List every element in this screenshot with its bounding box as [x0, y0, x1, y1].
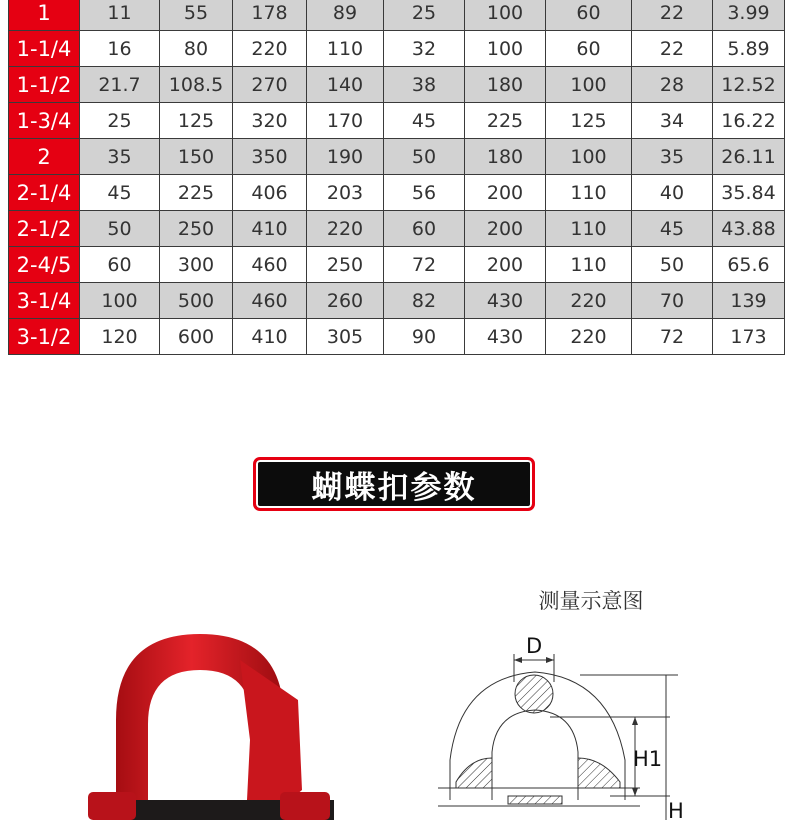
value-cell: 139 — [713, 283, 785, 319]
size-cell: 1-1/4 — [9, 31, 80, 67]
value-cell: 125 — [546, 103, 632, 139]
value-cell: 11 — [80, 0, 160, 31]
value-cell: 220 — [307, 211, 384, 247]
value-cell: 16.22 — [713, 103, 785, 139]
value-cell: 125 — [160, 103, 233, 139]
value-cell: 16 — [80, 31, 160, 67]
value-cell: 600 — [160, 319, 233, 355]
size-cell: 1-1/2 — [9, 67, 80, 103]
value-cell: 200 — [465, 211, 546, 247]
value-cell: 80 — [160, 31, 233, 67]
value-cell: 220 — [233, 31, 307, 67]
value-cell: 45 — [632, 211, 713, 247]
table-row — [9, 139, 785, 175]
value-cell: 170 — [307, 103, 384, 139]
value-cell: 56 — [384, 175, 465, 211]
table-row — [9, 283, 785, 319]
value-cell: 460 — [233, 247, 307, 283]
value-cell: 50 — [632, 247, 713, 283]
value-cell: 34 — [632, 103, 713, 139]
size-cell: 1-3/4 — [9, 103, 80, 139]
value-cell: 28 — [632, 67, 713, 103]
value-cell: 120 — [80, 319, 160, 355]
value-cell: 70 — [632, 283, 713, 319]
value-cell: 55 — [160, 0, 233, 31]
value-cell: 100 — [546, 67, 632, 103]
spec-table — [8, 0, 785, 355]
value-cell: 225 — [465, 103, 546, 139]
value-cell: 110 — [307, 31, 384, 67]
table-row — [9, 175, 785, 211]
value-cell: 260 — [307, 283, 384, 319]
value-cell: 45 — [80, 175, 160, 211]
value-cell: 12.52 — [713, 67, 785, 103]
table-row — [9, 67, 785, 103]
table-row — [9, 103, 785, 139]
value-cell: 100 — [465, 0, 546, 31]
size-cell: 2-4/5 — [9, 247, 80, 283]
diagram-title: 测量示意图 — [538, 589, 644, 613]
value-cell: 22 — [632, 31, 713, 67]
value-cell: 40 — [632, 175, 713, 211]
value-cell: 305 — [307, 319, 384, 355]
table-row — [9, 247, 785, 283]
value-cell: 220 — [546, 283, 632, 319]
value-cell: 82 — [384, 283, 465, 319]
value-cell: 173 — [713, 319, 785, 355]
value-cell: 60 — [80, 247, 160, 283]
value-cell: 25 — [80, 103, 160, 139]
value-cell: 108.5 — [160, 67, 233, 103]
value-cell: 32 — [384, 31, 465, 67]
value-cell: 35 — [632, 139, 713, 175]
dimension-h1-label: H1 — [633, 747, 663, 771]
value-cell: 65.6 — [713, 247, 785, 283]
value-cell: 430 — [465, 319, 546, 355]
value-cell: 26.11 — [713, 139, 785, 175]
value-cell: 250 — [307, 247, 384, 283]
value-cell: 225 — [160, 175, 233, 211]
value-cell: 300 — [160, 247, 233, 283]
value-cell: 500 — [160, 283, 233, 319]
size-cell: 2-1/4 — [9, 175, 80, 211]
value-cell: 220 — [546, 319, 632, 355]
value-cell: 430 — [465, 283, 546, 319]
dimension-h-label: H — [668, 799, 684, 820]
value-cell: 200 — [465, 175, 546, 211]
section-banner-title: 蝴蝶扣参数 — [311, 469, 477, 506]
value-cell: 180 — [465, 67, 546, 103]
value-cell: 50 — [80, 211, 160, 247]
value-cell: 200 — [465, 247, 546, 283]
value-cell: 178 — [233, 0, 307, 31]
value-cell: 100 — [465, 31, 546, 67]
value-cell: 90 — [384, 319, 465, 355]
size-cell: 2-1/2 — [9, 211, 80, 247]
value-cell: 320 — [233, 103, 307, 139]
value-cell: 25 — [384, 0, 465, 31]
value-cell: 190 — [307, 139, 384, 175]
value-cell: 35 — [80, 139, 160, 175]
value-cell: 43.88 — [713, 211, 785, 247]
value-cell: 110 — [546, 247, 632, 283]
table-row — [9, 0, 785, 31]
value-cell: 89 — [307, 0, 384, 31]
size-cell: 3-1/2 — [9, 319, 80, 355]
value-cell: 140 — [307, 67, 384, 103]
value-cell: 72 — [384, 247, 465, 283]
spec-table-body — [9, 0, 785, 355]
value-cell: 410 — [233, 319, 307, 355]
value-cell: 50 — [384, 139, 465, 175]
value-cell: 110 — [546, 175, 632, 211]
table-row — [9, 31, 785, 67]
value-cell: 410 — [233, 211, 307, 247]
value-cell: 60 — [546, 31, 632, 67]
value-cell: 38 — [384, 67, 465, 103]
value-cell: 350 — [233, 139, 307, 175]
value-cell: 203 — [307, 175, 384, 211]
measurement-drawing — [430, 620, 730, 820]
value-cell: 150 — [160, 139, 233, 175]
value-cell: 3.99 — [713, 0, 785, 31]
size-cell: 1 — [9, 0, 80, 31]
section-banner — [253, 457, 535, 511]
value-cell: 270 — [233, 67, 307, 103]
product-photo — [70, 620, 370, 820]
value-cell: 100 — [80, 283, 160, 319]
value-cell: 250 — [160, 211, 233, 247]
value-cell: 45 — [384, 103, 465, 139]
value-cell: 110 — [546, 211, 632, 247]
value-cell: 72 — [632, 319, 713, 355]
table-row — [9, 211, 785, 247]
size-cell: 3-1/4 — [9, 283, 80, 319]
table-row — [9, 319, 785, 355]
value-cell: 460 — [233, 283, 307, 319]
value-cell: 60 — [384, 211, 465, 247]
value-cell: 60 — [546, 0, 632, 31]
value-cell: 21.7 — [80, 67, 160, 103]
value-cell: 22 — [632, 0, 713, 31]
value-cell: 35.84 — [713, 175, 785, 211]
size-cell: 2 — [9, 139, 80, 175]
value-cell: 5.89 — [713, 31, 785, 67]
dimension-d-label: D — [526, 634, 543, 658]
value-cell: 406 — [233, 175, 307, 211]
value-cell: 100 — [546, 139, 632, 175]
value-cell: 180 — [465, 139, 546, 175]
